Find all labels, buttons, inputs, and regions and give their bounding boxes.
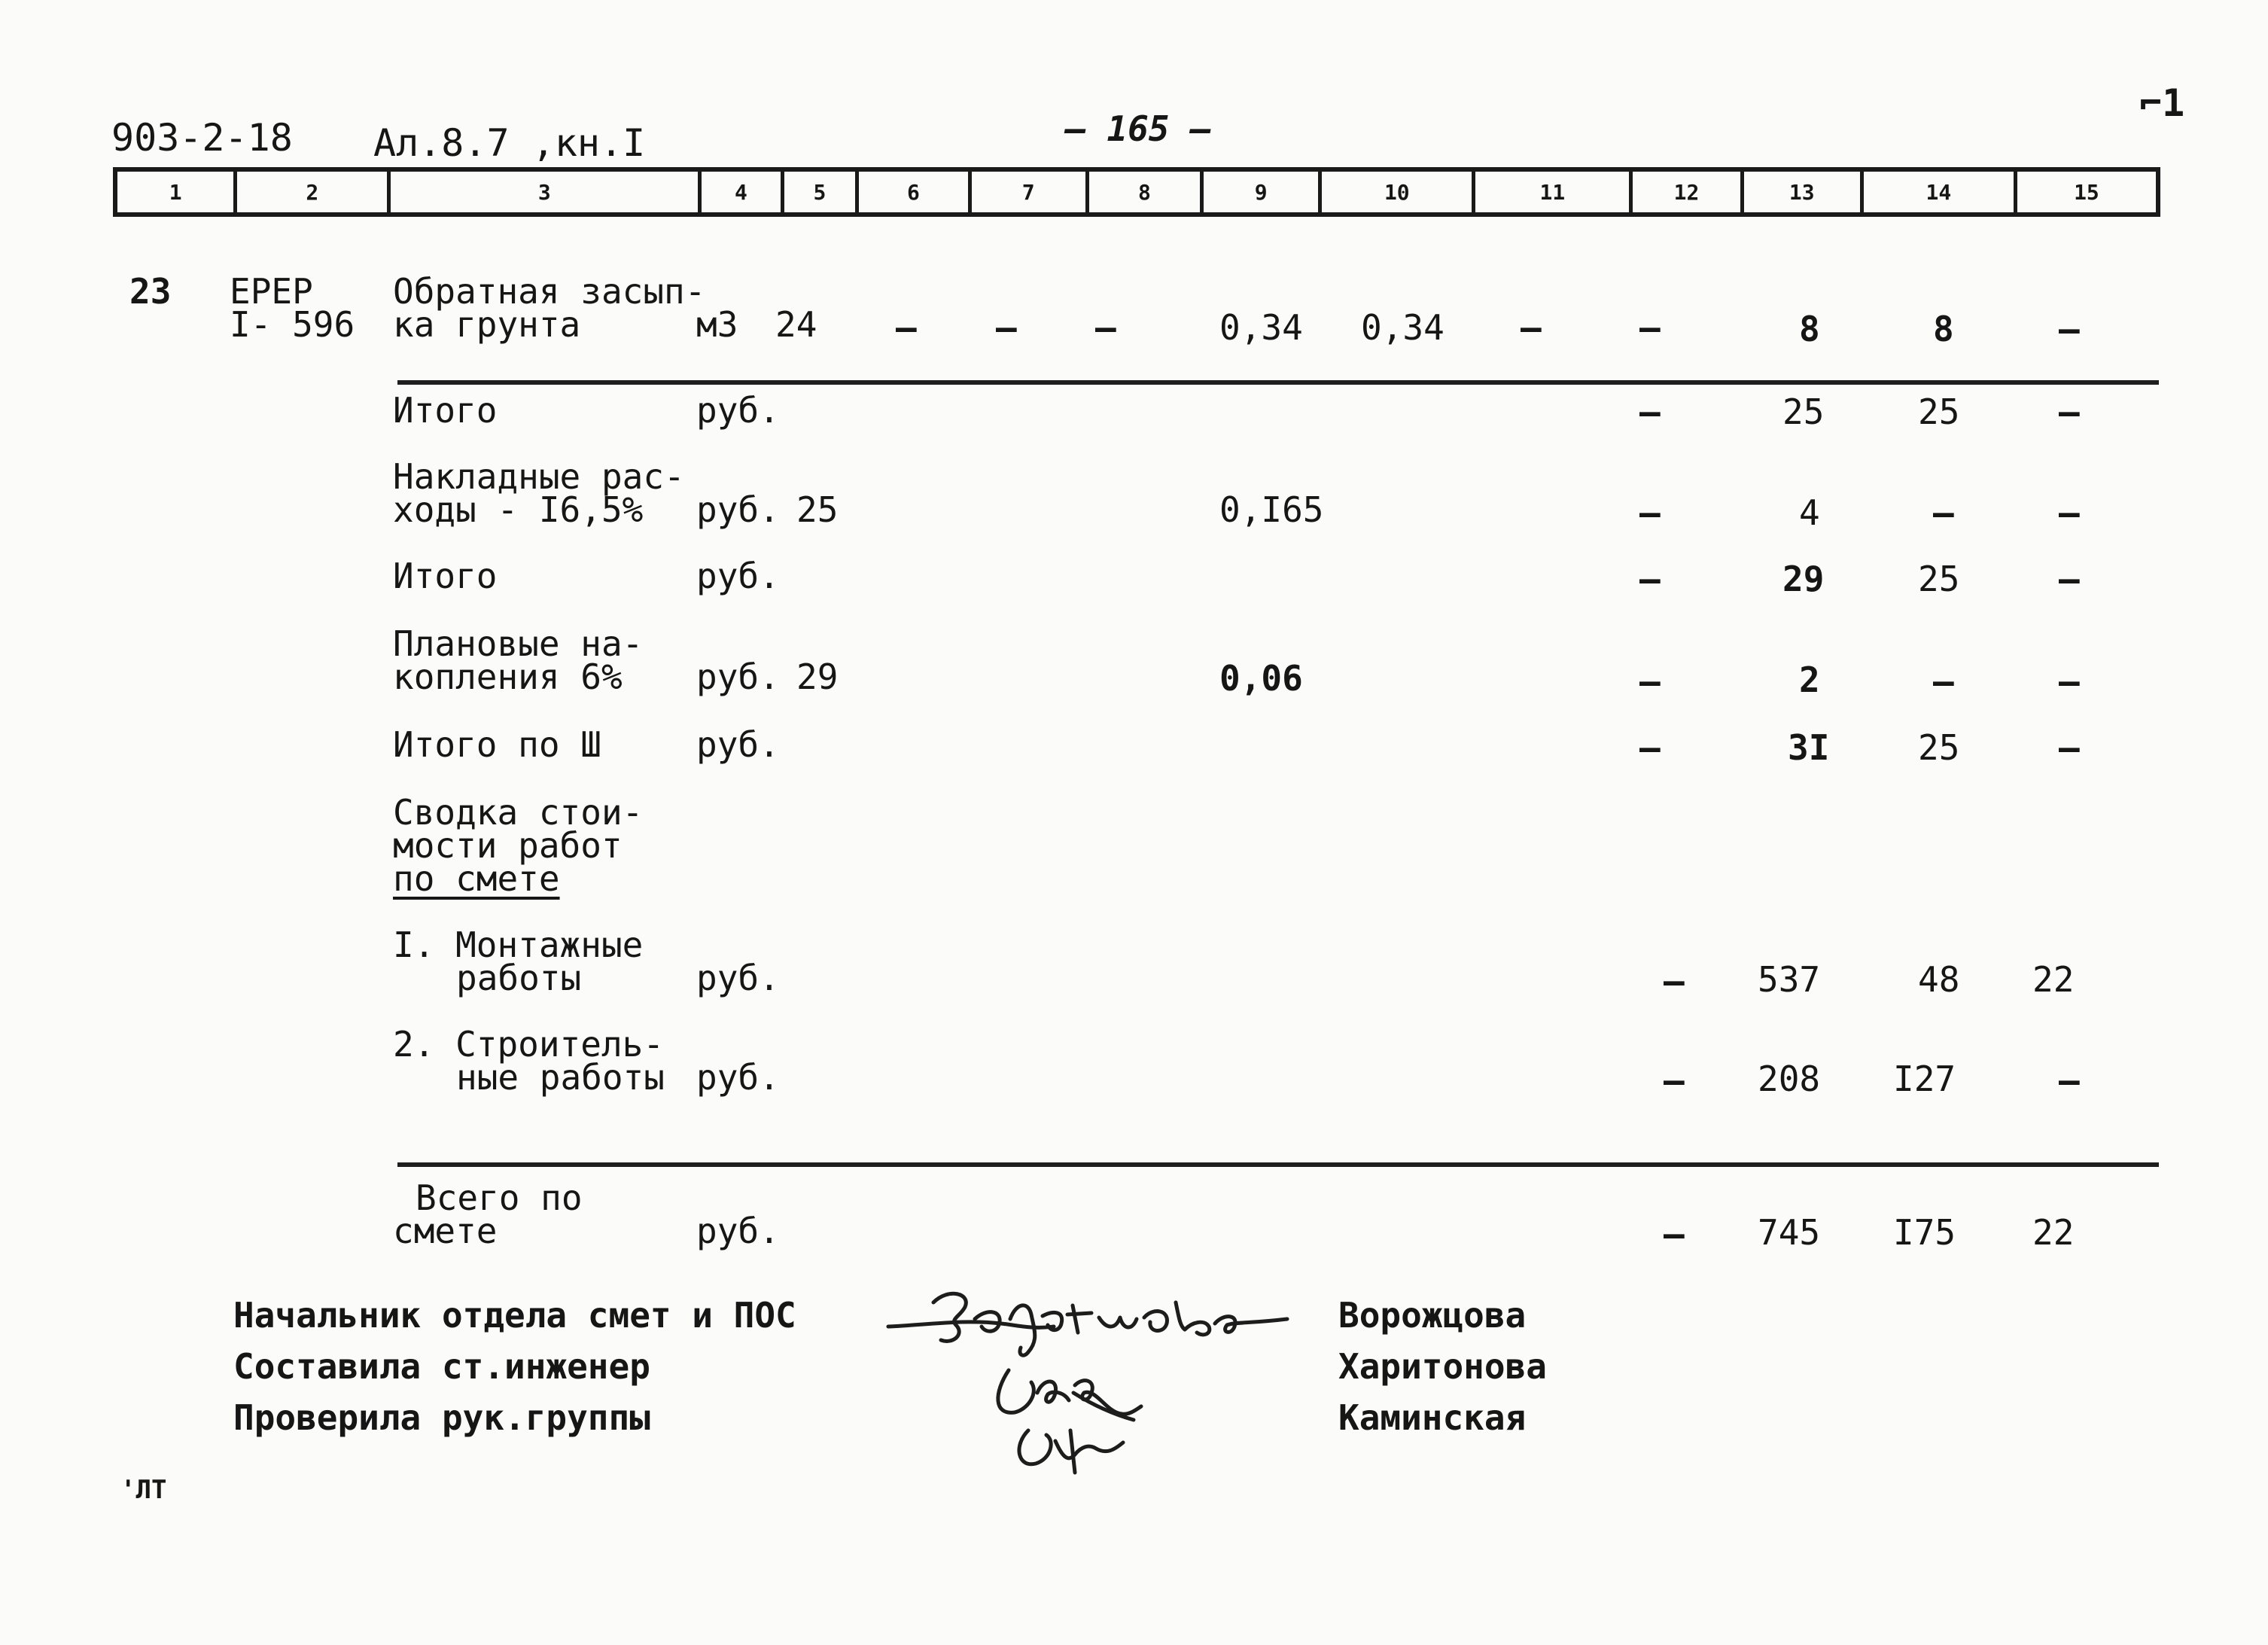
item-name: Накладные рас-	[393, 456, 685, 497]
unit: руб.	[696, 556, 780, 596]
column-number: 12	[1633, 172, 1743, 212]
column-number: 14	[1864, 172, 2017, 212]
cell-value: 745	[1758, 1212, 1821, 1253]
item-name: работы	[456, 958, 582, 998]
item-name: ные работы	[456, 1057, 665, 1098]
cell-value: –	[1664, 1060, 1685, 1101]
cell-value: 537	[1758, 959, 1821, 1000]
cell-value: –	[996, 307, 1017, 348]
rate-code: ЕРЕР	[230, 271, 313, 312]
item-name: ходы - I6,5%	[393, 489, 644, 530]
signatory-name: Каминская	[1338, 1397, 1527, 1438]
column-number: 1	[117, 172, 237, 212]
album-reference: Ал.8.7 ,кн.I	[373, 121, 646, 165]
corner-mark: ⌐1	[2139, 81, 2185, 125]
cell-value: 48	[1918, 959, 1960, 1000]
cell-value: –	[2059, 559, 2080, 599]
column-number-strip	[113, 167, 2160, 217]
unit: руб.	[696, 489, 780, 530]
unit: м3	[696, 304, 738, 345]
cell-value: –	[2059, 492, 2080, 533]
cell-value: 8	[1799, 309, 1820, 349]
cell-value: 0,I65	[1219, 489, 1324, 530]
signatory-role: Составила ст.инженер	[233, 1346, 650, 1387]
cell-value: –	[2059, 391, 2080, 432]
quantity: 24	[775, 304, 817, 345]
column-number: 8	[1089, 172, 1204, 212]
unit: руб.	[696, 724, 780, 765]
summary-heading-line: по смете	[393, 858, 560, 899]
cell-value: –	[1095, 307, 1116, 348]
cell-value: 0,34	[1219, 307, 1303, 348]
cell-value: 8	[1933, 309, 1954, 349]
item-name: смете	[393, 1211, 498, 1251]
cell-value: 25	[1918, 727, 1960, 768]
footer-mark: 'ЛТ	[120, 1475, 167, 1505]
cell-value: 0,34	[1361, 307, 1445, 348]
unit: руб.	[696, 656, 780, 697]
item-name: I. Монтажные	[393, 925, 644, 965]
cell-value: –	[1933, 492, 1954, 533]
cell-value: 22	[2032, 959, 2075, 1000]
section-rule	[397, 380, 2159, 385]
item-name: Итого по Ш	[393, 724, 601, 765]
cell-value: 22	[2032, 1212, 2075, 1253]
column-number: 11	[1475, 172, 1633, 212]
cell-value: 3I	[1788, 727, 1830, 768]
signatory-name: Ворожцова	[1338, 1295, 1527, 1336]
cell-value: –	[1521, 307, 1542, 348]
column-number: 6	[859, 172, 971, 212]
quantity: 25	[796, 489, 839, 530]
rate-code: I- 596	[230, 304, 355, 345]
summary-heading-line: Сводка стои-	[393, 792, 644, 833]
cell-value: 25	[1782, 391, 1825, 432]
cell-value: 25	[1918, 391, 1960, 432]
cell-value: –	[2059, 661, 2080, 702]
unit: руб.	[696, 1057, 780, 1098]
cell-value: 0,06	[1219, 658, 1303, 699]
section-rule	[397, 1162, 2159, 1167]
item-name: копления 6%	[393, 656, 623, 697]
item-name: Итого	[393, 556, 498, 596]
cell-value: –	[1664, 961, 1685, 1001]
doc-code: 903-2-18	[111, 116, 293, 160]
unit: руб.	[696, 390, 780, 431]
cell-value: 25	[1918, 559, 1960, 599]
cell-value: –	[2059, 727, 2080, 768]
item-name: Всего по	[416, 1177, 583, 1218]
unit: руб.	[696, 1211, 780, 1251]
column-number: 4	[702, 172, 784, 212]
column-number: 3	[391, 172, 702, 212]
column-number: 2	[237, 172, 391, 212]
item-name: Обратная засып-	[393, 271, 706, 312]
quantity: 29	[796, 656, 839, 697]
cell-value: 208	[1758, 1059, 1821, 1099]
cell-value: –	[1639, 727, 1661, 768]
column-number: 9	[1204, 172, 1322, 212]
column-number: 13	[1744, 172, 1864, 212]
handwritten-signatures	[881, 1280, 1302, 1476]
cell-value: –	[2059, 1060, 2080, 1101]
cell-value: –	[1639, 559, 1661, 599]
cell-value: –	[1639, 391, 1661, 432]
cell-value: –	[1639, 661, 1661, 702]
page-number: — 165 —	[1065, 108, 1211, 149]
cell-value: 29	[1782, 559, 1825, 599]
row-number: 23	[129, 271, 172, 312]
cell-value: –	[1664, 1214, 1685, 1254]
cell-value: –	[1639, 307, 1661, 348]
signatory-role: Проверила рук.группы	[233, 1397, 650, 1438]
item-name: ка грунта	[393, 304, 581, 345]
column-number: 5	[784, 172, 860, 212]
column-number: 15	[2074, 179, 2099, 205]
signatory-role: Начальник отдела смет и ПОС	[233, 1295, 796, 1336]
cell-value: –	[896, 307, 917, 348]
cell-value: 2	[1799, 660, 1820, 700]
cell-value: –	[1933, 661, 1954, 702]
column-number: 7	[972, 172, 1089, 212]
cell-value: I27	[1893, 1059, 1956, 1099]
item-name: Плановые на-	[393, 623, 644, 664]
item-name: Итого	[393, 390, 498, 431]
item-name: 2. Строитель-	[393, 1024, 665, 1065]
cell-value: –	[2059, 309, 2080, 349]
summary-heading-line: мости работ	[393, 825, 623, 866]
cell-value: 4	[1799, 492, 1820, 533]
cell-value: I75	[1893, 1212, 1956, 1253]
column-number: 10	[1322, 172, 1475, 212]
cell-value: –	[1639, 492, 1661, 533]
signatory-name: Харитонова	[1338, 1346, 1547, 1387]
unit: руб.	[696, 958, 780, 998]
